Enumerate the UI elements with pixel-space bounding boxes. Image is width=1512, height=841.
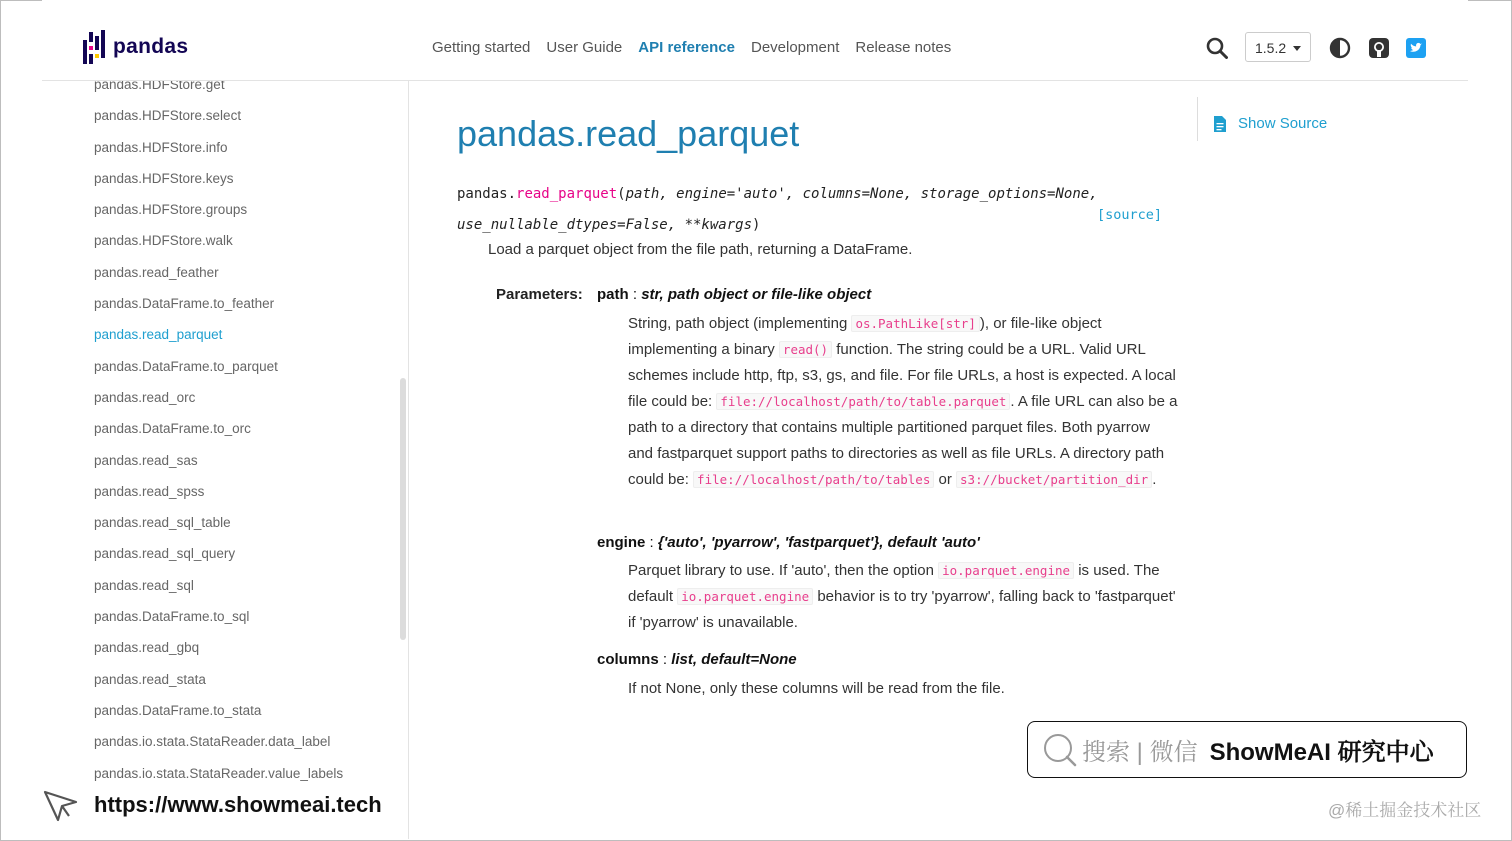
param-type: str, path object or file-like object [641,286,872,303]
text: ), or file-like object implementing a binary [628,315,1102,358]
text: If not None, only these columns will be read from the file. [628,680,1005,697]
main-nav [432,39,951,56]
function-description: Load a parquet object from the file path, returning a DataFrame. [488,241,913,258]
sidebar-item[interactable]: pandas.read_stata [94,671,206,687]
sidebar-item[interactable]: pandas.read_sql [94,577,194,593]
pandas-logo-icon [83,30,105,64]
nav-getting-started[interactable]: Getting started [432,39,531,56]
sidebar-scrollbar[interactable] [400,378,406,640]
juejin-watermark: @稀土掘金技术社区 [1328,801,1482,820]
parameters-label: Parameters: [496,286,583,303]
function-signature [457,179,1169,241]
sidebar-item[interactable]: pandas.read_sql_query [94,546,236,562]
sig-prefix: pandas. [457,186,517,202]
sig-close-paren: ) [752,217,761,233]
sidebar-item[interactable]: pandas.DataFrame.to_parquet [94,358,278,374]
sidebar-item[interactable]: pandas.DataFrame.to_stata [94,702,262,718]
chevron-down-icon [1293,46,1301,51]
file-icon [1214,116,1226,132]
nav-development[interactable]: Development [750,39,840,56]
sidebar-item[interactable]: pandas.read_sql_table [94,515,231,531]
banner-brand: ShowMeAI 研究中心 [1209,739,1434,766]
param-name: engine [597,534,646,551]
inline-code: io.parquet.engine [938,562,1074,579]
param-path-description [628,311,1178,493]
show-source-link[interactable] [1214,115,1327,132]
param-columns-description [628,676,1178,702]
watermark-url-text: https://www.showmeai.tech [94,792,382,817]
inline-code: os.PathLike[str] [851,315,979,332]
nav-api-reference[interactable]: API reference [638,39,735,56]
param-engine-description [628,558,1178,636]
showmeai-url-watermark [42,786,392,824]
param-type: {'auto', 'pyarrow', 'fastparquet'}, default 'auto' [657,534,980,551]
param-name: columns [597,651,659,668]
github-icon[interactable] [1368,37,1390,59]
sidebar-item[interactable]: pandas.HDFStore.get [94,81,225,92]
sidebar-item[interactable]: pandas.HDFStore.info [94,139,228,155]
sidebar-item[interactable]: pandas.HDFStore.groups [94,202,248,218]
pandas-logo[interactable] [83,30,188,64]
param-type: list, default=None [671,651,797,668]
param-name: path [597,286,629,303]
sidebar-nav-list [94,81,343,789]
sidebar-item[interactable]: pandas.io.stata.StataReader.data_label [94,734,331,750]
version-label: 1.5.2 [1255,40,1287,56]
sidebar-item[interactable]: pandas.DataFrame.to_sql [94,609,250,625]
sidebar-item[interactable]: pandas.read_orc [94,389,196,405]
nav-user-guide[interactable]: User Guide [546,39,623,56]
right-toc-divider [1197,97,1198,141]
text: Parquet library to use. If 'auto', then the option [628,562,939,579]
text: is used. The default [628,562,1160,605]
sidebar-item[interactable]: pandas.HDFStore.walk [94,233,233,249]
source-link[interactable]: [source] [1097,207,1163,223]
version-switcher[interactable] [1245,32,1311,62]
text: behavior is to try 'pyarrow', falling back to 'fastparquet' if 'pyarrow' is unavailable. [628,588,1176,631]
inline-code: s3://bucket/partition_dir [956,471,1152,488]
sig-open-paren: ( [617,186,626,202]
banner-search-text: 搜索 | 微信 [1082,739,1198,766]
text: . A file URL can also be a path to a directory that contains multiple partitioned parquet files. Both pyarrow and fastparquet support paths to directories as well as file URLs. A directory path could be: [628,393,1178,488]
param-sep: : [645,534,658,551]
param-columns-header [597,651,797,668]
nav-release-notes[interactable]: Release notes [855,39,952,56]
text: String, path object (implementing [628,315,852,332]
sidebar-item-active[interactable]: pandas.read_parquet [94,327,223,343]
sig-params-line1: path, engine='auto', columns=None, storage_options=None, [625,186,1098,202]
top-navbar [42,0,1468,81]
param-sep: : [628,286,642,303]
text: . [1152,471,1157,488]
search-icon [1042,732,1078,768]
page-title: pandas.read_parquet [457,113,800,154]
param-sep: : [658,651,672,668]
sidebar-item[interactable]: pandas.DataFrame.to_feather [94,296,275,312]
sig-function-name: read_parquet [516,186,618,202]
sidebar-item[interactable]: pandas.read_sas [94,452,198,468]
theme-toggle-icon[interactable] [1329,37,1351,59]
sidebar-item[interactable]: pandas.read_feather [94,264,219,280]
sidebar-item[interactable]: pandas.read_spss [94,483,205,499]
search-icon[interactable] [1206,37,1228,59]
text: or [934,471,957,488]
param-engine-header [597,534,980,551]
sidebar-item[interactable]: pandas.io.stata.StataReader.value_labels [94,765,344,781]
inline-code: io.parquet.engine [677,588,813,605]
showmeai-search-banner [1027,721,1467,778]
sig-params-line2: use_nullable_dtypes=False, **kwargs [457,217,753,233]
left-sidebar [42,81,409,839]
logo-text: pandas [113,35,189,58]
sidebar-item[interactable]: pandas.HDFStore.keys [94,170,234,186]
show-source-label: Show Source [1238,115,1328,132]
inline-code: file://localhost/path/to/table.parquet [716,393,1010,410]
sidebar-item[interactable]: pandas.read_gbq [94,640,200,656]
inline-code: read() [779,341,832,358]
text: function. The string could be a URL. Valid URL schemes include http, ftp, s3, gs, and file. For file URLs, a host is expected. A local file could be: [628,341,1176,410]
twitter-icon[interactable] [1405,37,1427,59]
param-path-header [597,286,871,303]
cursor-icon [42,786,80,824]
sidebar-item[interactable]: pandas.HDFStore.select [94,108,242,124]
inline-code: file://localhost/path/to/tables [693,471,934,488]
sidebar-item[interactable]: pandas.DataFrame.to_orc [94,421,251,437]
